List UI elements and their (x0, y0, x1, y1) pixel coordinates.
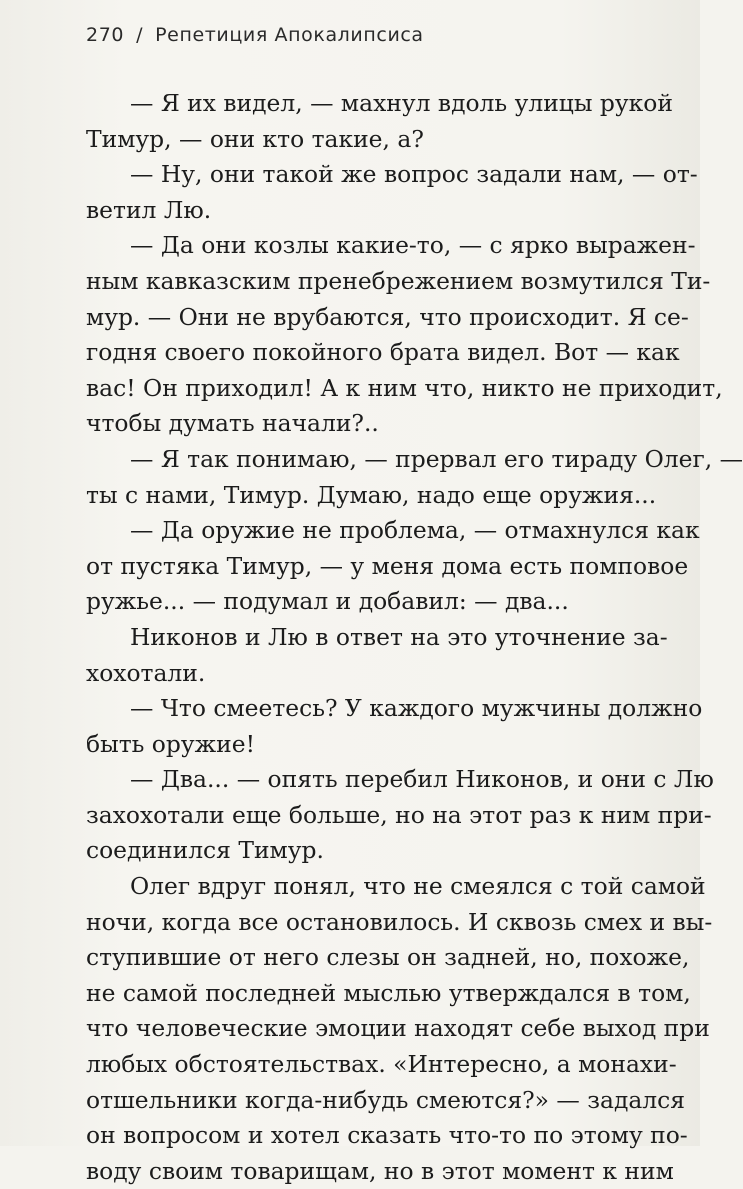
text-line: не самой последней мыслью утверждался в том, (86, 978, 691, 1007)
book-title: Репетиция Апокалипсиса (155, 24, 424, 46)
header-separator: / (136, 24, 144, 46)
text-line: — Что смеетесь? У каждого мужчины должно (130, 694, 703, 723)
text-line: мур. — Они не врубаются, что происходит. Я се- (86, 302, 689, 331)
text-line: — Я их видел, — махнул вдоль улицы рукой (130, 89, 673, 117)
text-line: ветил Лю. (86, 195, 212, 224)
text-line: Никонов и Лю в ответ на это уточнение за- (130, 622, 668, 651)
text-line: — Два... — опять перебил Никонов, и они с Лю (130, 765, 714, 794)
text-line: ружье... — подумал и добавил: — два... (86, 587, 569, 616)
text-line: — Да оружие не проблема, — отмахнулся как (130, 516, 700, 545)
text-line: вас! Он приходил! А к ним что, никто не приходит, (86, 373, 723, 402)
text-line: хохотали. (86, 658, 206, 687)
text-line: ты с нами, Тимур. Думаю, надо еще оружия... (86, 480, 657, 509)
text-line: любых обстоятельствах. «Интересно, а монахи- (86, 1050, 677, 1079)
text-line: Тимур, — они кто такие, а? (86, 124, 424, 153)
running-head (86, 24, 424, 46)
text-line: ночи, когда все остановилось. И сквозь смех и вы- (86, 907, 713, 936)
text-line: — Я так понимаю, — прервал его тираду Олег, — (130, 444, 743, 473)
text-line: ным кавказским пренебрежением возмутился Ти- (86, 266, 711, 295)
text-line: быть оружие! (86, 729, 255, 758)
text-line: он вопросом и хотел сказать что-то по этому по- (86, 1121, 688, 1150)
text-line: — Ну, они такой же вопрос задали нам, — от- (130, 160, 698, 189)
text-line: воду своим товарищам, но в этот момент к ним (86, 1156, 674, 1185)
text-line: соединился Тимур. (86, 836, 324, 865)
text-line: что человеческие эмоции находят себе выход при (86, 1014, 710, 1043)
text-line: Олег вдруг понял, что не смеялся с той самой (130, 872, 706, 901)
page-number: 270 (86, 24, 125, 46)
text-line: чтобы думать начали?.. (86, 409, 379, 438)
body-text (86, 86, 743, 1189)
text-line: годня своего покойного брата видел. Вот — как (86, 338, 680, 367)
text-line: захохотали еще больше, но на этот раз к ним при- (86, 800, 712, 829)
text-line: — Да они козлы какие-то, — с ярко выражен- (130, 231, 696, 260)
text-line: отшельники когда-нибудь смеются?» — задался (86, 1085, 686, 1114)
text-line: ступившие от него слезы он задней, но, похоже, (86, 943, 690, 972)
text-line: от пустяка Тимур, — у меня дома есть помповое (86, 551, 689, 580)
